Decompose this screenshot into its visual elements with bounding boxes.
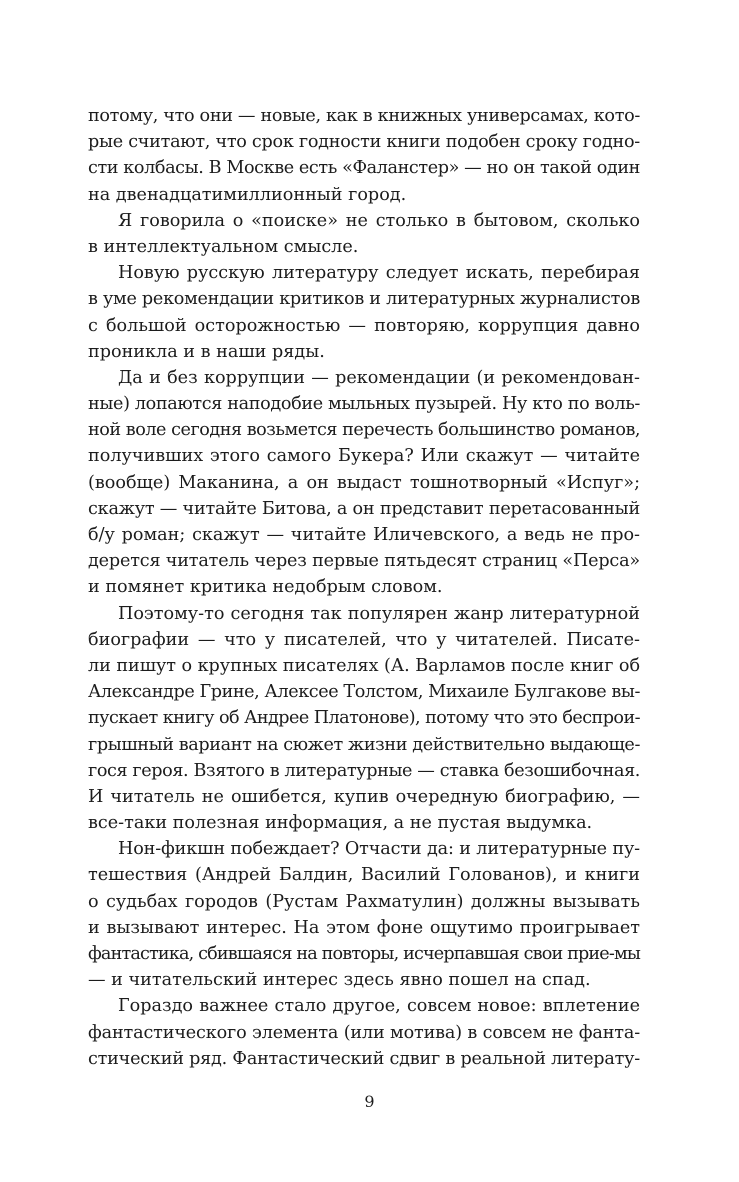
text-line: проникла и в наши ряды. [88,341,325,362]
text-line: грышный вариант на сюжет жизни действительно выдающе- [88,734,641,755]
text-line: Поэтому-то сегодня так популярен жанр литературной [118,603,640,624]
paragraph [88,601,640,837]
text-line: б/у роман; скажут — читайте Иличевского, а ведь не про- [88,525,640,545]
paragraph [88,260,640,365]
text-line: Александре Грине, Алексее Толстом, Михаиле Булгакове вы- [88,682,640,703]
text-line: ной воле сегодня возьмется перечесть большинство романов, [88,420,641,441]
text-line: (вообще) Маканина, а он выдаст тошнотворный «Испуг»; [88,472,640,493]
text-line: в уме рекомендации критиков и литературных журналистов [88,289,640,310]
paragraph [88,993,640,1072]
text-line: и помянет критика недобрым словом. [88,577,443,598]
text-line: дерется читатель через первые пятьдесят страниц «Перса» [88,551,641,572]
text-line: биографии — что у писателей, что у читателей. Писате- [88,629,640,650]
text-line: тешествия (Андрей Балдин, Василий Голованов), и книги [88,865,640,886]
text-line: в интеллектуальном смысле. [88,236,359,257]
text-line: Новую русскую литературу следует искать, перебирая [118,263,640,284]
text-line: стический ряд. Фантастический сдвиг в реальной литерату- [88,1048,641,1069]
paragraph [88,208,640,260]
text-line: скажут — читайте Битова, а он представит перетасованный [88,498,640,519]
text-line: и вызывают интерес. На этом фоне ощутимо проигрывает [88,917,640,938]
text-line: Я говорила о «поиске» не столько в бытовом, сколько [118,210,640,231]
text-line: сти колбасы. В Москве есть «Фаланстер» — но он такой один [88,158,640,179]
text-line: Да и без коррупции — рекомендации (и рекомендован- [118,367,640,388]
text-line: фантастика, сбившаяся на повторы, исчерпавшая свои прие-мы [88,944,640,964]
text-line: потому, что они — новые, как в книжных универсамах, кото- [88,106,640,126]
text-line: Нон-фикшн побеждает? Отчасти да: и литературные пу- [118,839,640,860]
text-line: И читатель не ошибется, купив очередную биографию, — [88,786,640,807]
text-line: рые считают, что срок годности книги подобен сроку годно- [88,132,640,153]
text-line: ные) лопаются наподобие мыльных пузырей. Ну кто по воль- [88,394,641,415]
page-number: 9 [364,1092,375,1111]
text-line: — и читательский интерес здесь явно пошел на спад. [88,970,591,991]
paragraph [88,103,640,208]
paragraph [88,836,640,993]
text-line: Гораздо важнее стало другое, совсем новое: вплетение [118,996,640,1017]
body-text [88,103,640,1072]
paragraph [88,365,640,601]
text-line: гося героя. Взятого в литературные — ставка безошибочная. [88,760,640,781]
text-line: фантастического элемента (или мотива) в совсем не фанта- [88,1022,640,1043]
text-line: пускает книгу об Андрее Платонове), потому что это беспрои- [88,708,640,729]
text-line: на двенадцатимиллионный город. [88,184,407,205]
text-line: получивших этого самого Букера? Или скажут — читайте [88,446,640,467]
text-line: с большой осторожностью — повторяю, коррупция давно [88,315,640,336]
text-line: о судьбах городов (Рустам Рахматулин) должны вызывать [88,891,640,912]
text-line: ли пишут о крупных писателях (А. Варламов после книг об [88,655,640,676]
text-line: все-таки полезная информация, а не пустая выдумка. [88,813,593,834]
